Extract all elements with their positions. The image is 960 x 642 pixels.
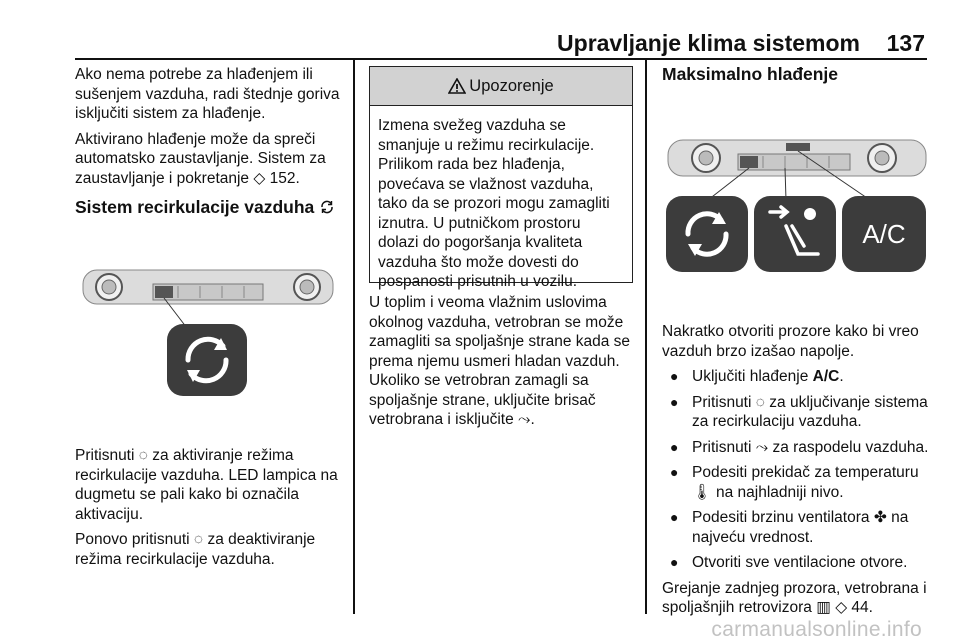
column-3 — [662, 65, 932, 91]
page-header-title: Upravljanje klima sistemom — [557, 30, 860, 56]
thermometer-icon: 🌡︎ — [692, 483, 712, 501]
list-item: ● Otvoriti sve ventilacione otvore. — [670, 554, 908, 571]
ac-label: A/C — [862, 219, 906, 249]
watermark: carmanualsonline.info — [711, 618, 922, 641]
paragraph: U toplim i veoma vlažnim uslovima okolnog vazduha, vetrobran se može zamagliti sa spoljašnje strane kada se prema njemu usmeri hladan vazduh. Ukoliko se vetrobran zamagli sa spoljašnje strane, uključite brisač vetrobrana i isključite ⤳. — [369, 294, 631, 428]
warning-box — [369, 66, 633, 290]
paragraph: Grejanje zadnjeg prozora, vetrobrana i spoljašnjih retrovizora ▥ ◇ 44. — [662, 579, 927, 616]
warning-triangle-icon — [448, 78, 466, 94]
recirculation-icon: ◌ — [138, 447, 148, 464]
column-3-lower — [662, 322, 934, 624]
list-item: ● Podesiti brzinu ventilatora ✤ na najveću vrednost. — [670, 509, 909, 546]
list-item: ● Pritisnuti ⤳ za raspodelu vazduha. — [670, 438, 929, 456]
section-heading: Maksimalno hlađenje — [662, 64, 839, 84]
paragraph: Ponovo pritisnuti ◌ za deaktiviranje režima recirkulacije vazduha. — [75, 531, 316, 568]
reference-arrow-icon: ◇ — [253, 169, 266, 187]
list-item: ● Podesiti prekidač za temperaturu 🌡︎ na najhladniji nivo. — [670, 464, 919, 501]
paragraph: Ako nema potrebe za hlađenjem ili sušenjem vazduha, radi štednje goriva isključiti sistem za hlađenje. — [75, 66, 340, 122]
warning-body: Izmena svežeg vazduha se smanjuje u režimu recirkulacije. Prilikom rada bez hlađenja, povećava se vlažnost vazduha, tako da se prozori mogu zamagliti iznutra. U putničkom prostoru dolazi do pogoršanja kvaliteta vazduha što može dovesti do pospanosti prisutnih u vozilu. — [378, 117, 610, 290]
fan-icon: ✤ — [873, 509, 887, 526]
rear-window-heater-icon: ▥ — [816, 599, 831, 616]
recirculation-icon — [319, 199, 335, 215]
paragraph: Pritisnuti ◌ za aktiviranje režima recirkulacije vazduha. LED lampica na dugmetu se pali kako bi označila aktivaciju. — [75, 447, 338, 523]
list-item: ● Pritisnuti ◌ za uključivanje sistema za recirkulaciju vazduha. — [670, 393, 928, 430]
recirculation-icon: ◌ — [193, 531, 204, 548]
warning-header — [370, 67, 632, 106]
header-rule — [75, 58, 927, 60]
figure-recirculation-panel — [75, 262, 340, 402]
list-item: ● Uključiti hlađenje A/C. — [670, 368, 844, 385]
windscreen-airflow-icon: ⤳ — [518, 411, 531, 428]
column-2 — [369, 293, 635, 436]
section-heading: Sistem recirkulacije vazduha — [75, 198, 345, 218]
paragraph: Aktivirano hlađenje može da spreči automatsko zaustavljanje. Sistem za zaustavljanje i pokretanje ◇ 152. — [75, 130, 326, 187]
column-1-lower — [75, 446, 345, 575]
figure-max-cooling-panel — [660, 130, 935, 280]
page-number: 137 — [886, 30, 925, 56]
air-distribution-icon: ⤳ — [755, 438, 769, 456]
column-divider-right — [645, 60, 647, 614]
reference-arrow-icon: ◇ — [835, 599, 848, 616]
column-1 — [75, 65, 345, 224]
recirculation-icon: ◌ — [755, 393, 765, 411]
paragraph: Nakratko otvoriti prozore kako bi vreo vazduh brzo izašao napolje. — [662, 323, 919, 360]
warning-title: Upozorenje — [469, 76, 554, 95]
column-divider-left — [353, 60, 355, 614]
